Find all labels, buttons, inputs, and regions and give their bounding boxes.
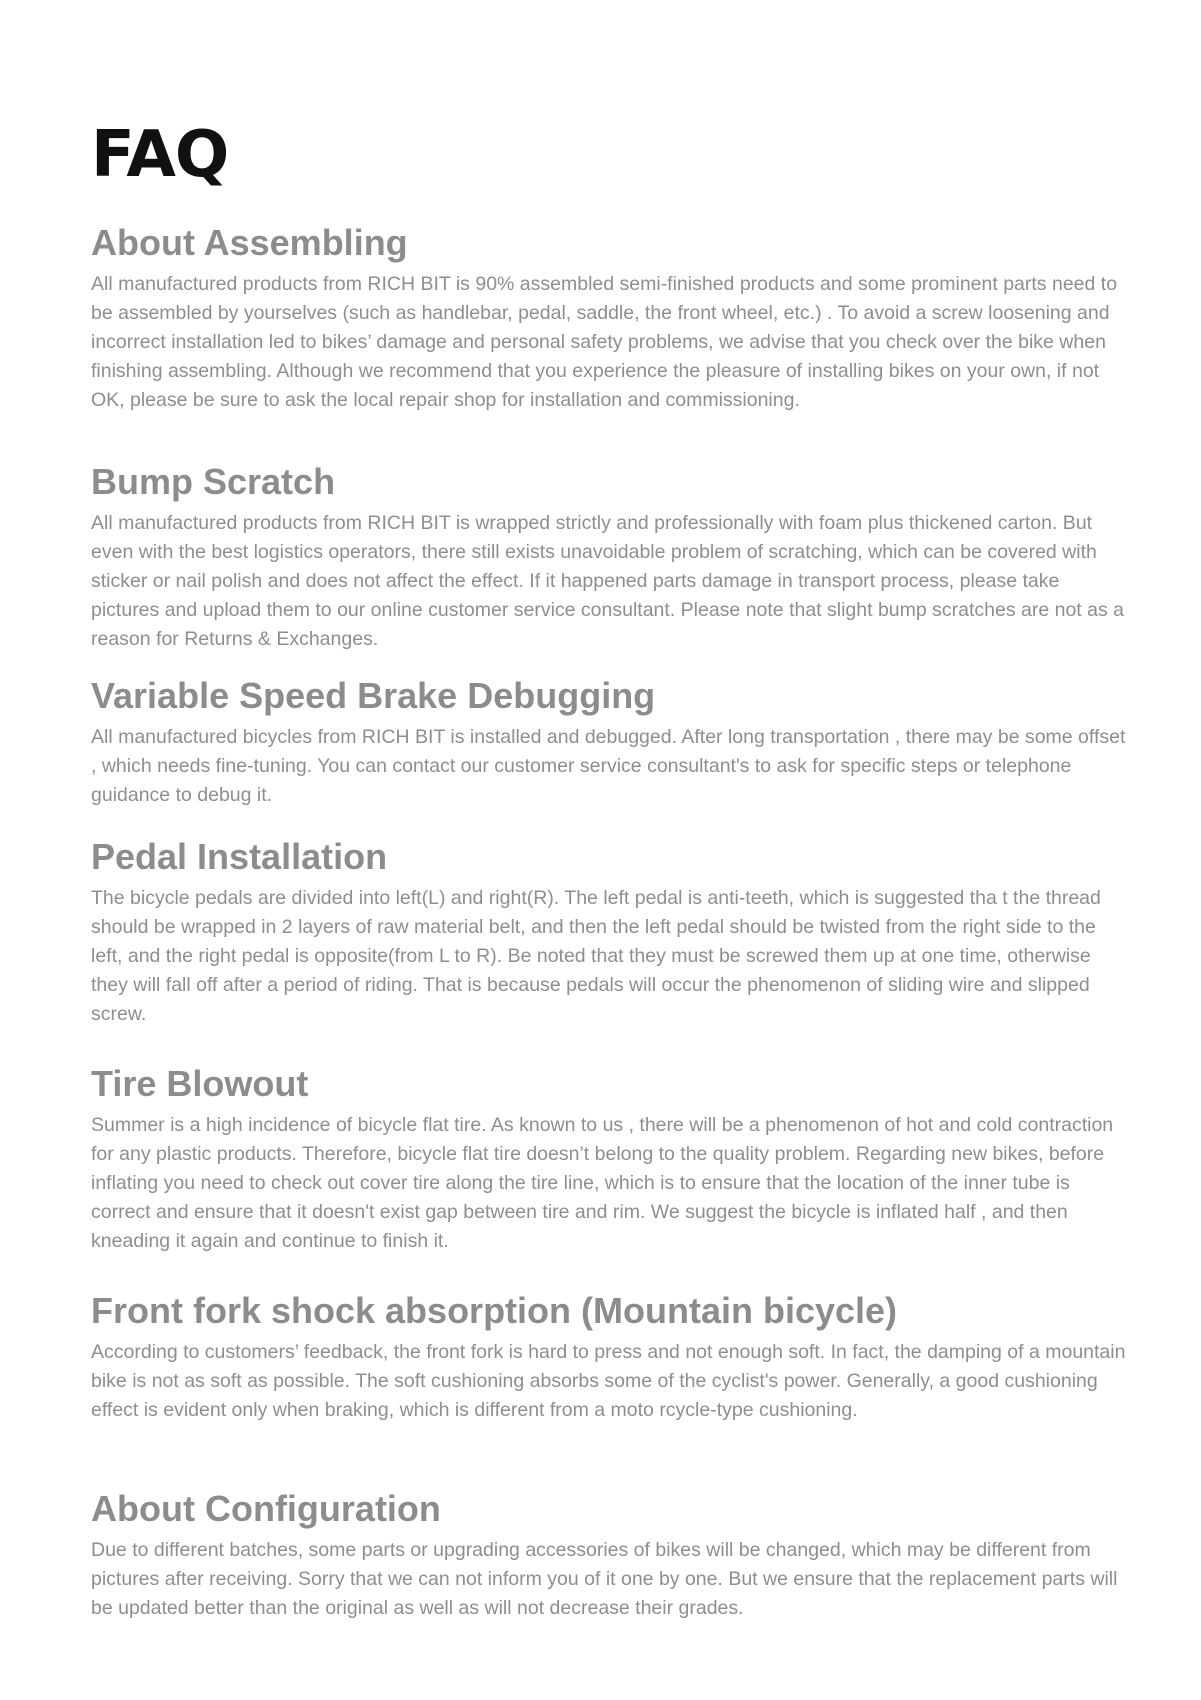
section-heading: Tire Blowout [91, 1063, 309, 1104]
section-body: All manufactured products from RICH BIT is 90% assembled semi-finished products and some prominent parts need to be assembled by yourselves (such as handlebar, pedal, saddle, the front wheel, etc.) . To avoid a screw loosening and incorrect installation led to bikes’ damage and personal safety problems, we advise that you check over the bike when finishing assembling. Although we recommend that you experience the pleasure of installing bikes on your own, if not OK, please be sure to ask the local repair shop for installation and commissioning. [91, 273, 1118, 411]
section-heading: Pedal Installation [91, 836, 388, 877]
section-body: According to customers’ feedback, the front fork is hard to press and not enough soft. In fact, the damping of a mountain bike is not as soft as possible. The soft cushioning absorbs some of the cyclist's power. Generally, a good cushioning effect is evident only when braking, which is different from a moto rcycle-type cushioning. [91, 1341, 1126, 1421]
section-heading: Variable Speed Brake Debugging [91, 675, 656, 716]
faq-section-configuration [91, 1488, 1131, 1623]
page-title: FAQ [91, 118, 229, 192]
faq-section-brake-debugging [91, 675, 1131, 810]
faq-section-front-fork [91, 1290, 1131, 1425]
faq-section-bump-scratch [91, 461, 1131, 654]
faq-section-assembling [91, 222, 1131, 415]
section-heading: Bump Scratch [91, 461, 336, 502]
section-body: All manufactured bicycles from RICH BIT is installed and debugged. After long transportation , there may be some offset , which needs fine-tuning. You can contact our customer service consultant's to ask for specific steps or telephone guidance to debug it. [91, 726, 1126, 806]
section-heading: Front fork shock absorption (Mountain bicycle) [91, 1290, 898, 1331]
section-heading: About Configuration [91, 1488, 441, 1529]
section-body: All manufactured products from RICH BIT is wrapped strictly and professionally with foam plus thickened carton. But even with the best logistics operators, there still exists unavoidable problem of scratching, which can be covered with sticker or nail polish and does not affect the effect. If it happened parts damage in transport process, please take pictures and upload them to our online customer service consultant. Please note that slight bump scratches are not as a reason for Returns & Exchanges. [91, 512, 1124, 650]
section-body: The bicycle pedals are divided into left(L) and right(R). The left pedal is anti-teeth, which is suggested tha t the thread should be wrapped in 2 layers of raw material belt, and then the left pedal should be twisted from the right side to the left, and the right pedal is opposite(from L to R). Be noted that they must be screwed them up at one time, otherwise they will fall off after a period of riding. That is because pedals will occur the phenomenon of sliding wire and slipped screw. [91, 887, 1101, 1025]
section-body: Due to different batches, some parts or upgrading accessories of bikes will be changed, which may be different from pictures after receiving. Sorry that we can not inform you of it one by one. But we ensure that the replacement parts will be updated better than the original as well as will not decrease their grades. [91, 1539, 1118, 1619]
faq-section-pedal-installation [91, 836, 1131, 1029]
section-heading: About Assembling [91, 222, 408, 263]
faq-section-tire-blowout [91, 1063, 1131, 1256]
section-body: Summer is a high incidence of bicycle flat tire. As known to us , there will be a phenomenon of hot and cold contraction for any plastic products. Therefore, bicycle flat tire doesn’t belong to the quality problem. Regarding new bikes, before inflating you need to check out cover tire along the tire line, which is to ensure that the location of the inner tube is correct and ensure that it doesn't exist gap between tire and rim. We suggest the bicycle is inflated half , and then kneading it again and continue to finish it. [91, 1114, 1114, 1252]
